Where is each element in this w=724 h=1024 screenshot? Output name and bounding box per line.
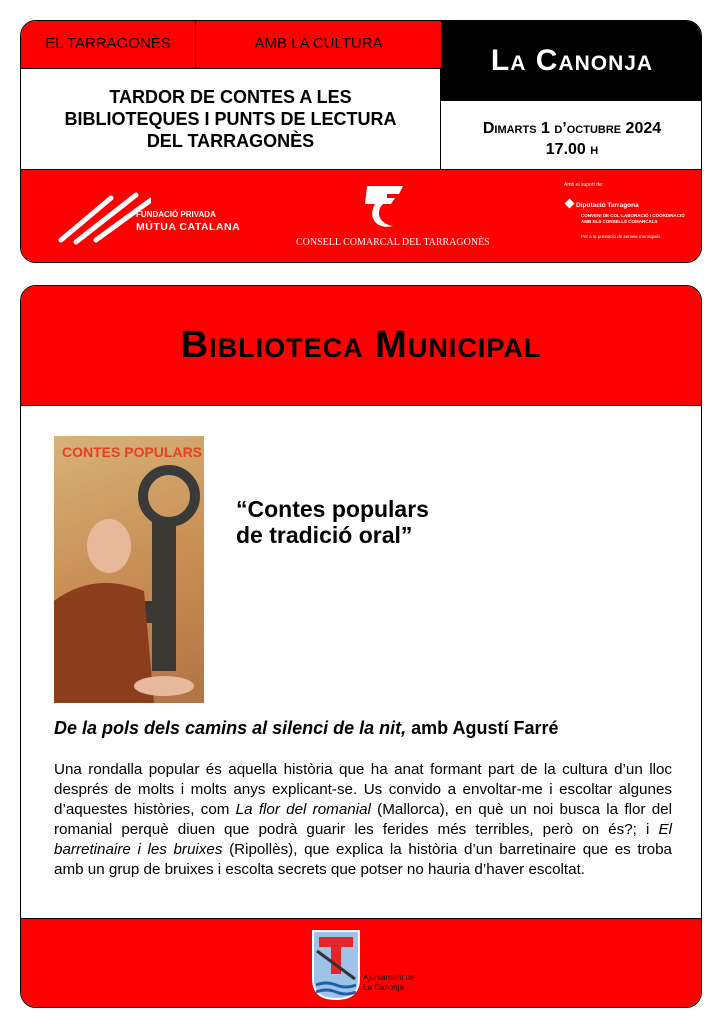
description	[54, 760, 672, 880]
event-title	[21, 69, 441, 169]
subtitle-italic: De la pols dels camins al silenci de la nit,	[54, 718, 407, 738]
library-heading: Biblioteca Municipal	[21, 286, 701, 406]
ajuntament-line: La Canonja	[363, 983, 404, 992]
event-date	[441, 101, 702, 169]
label-tarragones: EL TARRAGONÈS	[21, 21, 196, 68]
subtitle-author: amb Agustí Farré	[406, 718, 559, 738]
story-title: El barretinaire i les bruixes	[54, 821, 672, 858]
session-subtitle	[54, 718, 559, 739]
canonja-coat-of-arms-icon	[311, 929, 361, 1001]
title-line: DEL TARRAGONÈS	[146, 131, 315, 151]
book-cover-photo	[54, 436, 204, 703]
book-title: CONTES POPULARS	[62, 444, 203, 460]
diputacio-logo-icon	[565, 199, 575, 209]
title-line: BIBLIOTEQUES I PUNTS DE LECTURA	[64, 109, 397, 129]
description-text: (Mallorca), en què un noi busca la flor del romanial perquè diuen que podrà guarir les ferides més terribles, però on és?; i	[54, 801, 672, 838]
time-text: 17.00 h	[545, 141, 599, 158]
support-label: Amb el suport de:	[564, 182, 604, 188]
event-card	[20, 285, 702, 1008]
ajuntament-label	[363, 973, 415, 993]
tabs-bar	[21, 21, 441, 69]
ajuntament-line: Ajuntament de	[363, 973, 415, 982]
consell-name: CONSELL COMARCAL DEL TARRAGONÈS	[296, 237, 490, 248]
mutua-line2: MÚTUA CATALANA	[136, 221, 241, 233]
storyteller-with-key-icon	[54, 461, 204, 703]
quote-line: “Contes populars	[236, 496, 429, 522]
description-text: (Ripollès), que explica la història d’un barretinaire que es troba amb un grup de bruixes i escolta secrets que potser no hauria d’haver escoltat.	[54, 841, 672, 878]
place-name: La Canonja	[441, 21, 702, 101]
quote-line: de tradició oral”	[236, 522, 413, 548]
date-text: Dimarts 1 d’octubre 2024	[482, 120, 662, 137]
sponsors-band	[21, 169, 702, 263]
talk-title	[236, 496, 429, 548]
prestacio-text: Per a la prestació de serveis municipals	[581, 234, 661, 239]
consell-logo-icon	[361, 182, 406, 230]
event-header	[20, 20, 702, 263]
diputacio-text: Diputació Tarragona	[576, 202, 639, 209]
mutua-line1: FUNDACIÓ PRIVADA	[136, 210, 216, 219]
diputacio-name	[566, 200, 639, 209]
description-text: Una rondalla popular és aquella història que ha anat formant part de la cultura d’un lloc després de molts i molts anys explicant-se. Us convido a envoltar-me i escoltar algunes d’aquestes històries, com	[54, 761, 672, 818]
label-cultura: AMB LA CULTURA	[254, 35, 383, 52]
footer-band	[21, 918, 701, 1008]
story-title: La flor del romanial	[235, 801, 371, 818]
title-line: TARDOR DE CONTES A LES	[109, 87, 352, 107]
conveni-text: CONVENI DE COL·LABORACIÓ I COORDINACIÓ AMB ELS CONSELLS COMARCALS	[581, 213, 685, 224]
